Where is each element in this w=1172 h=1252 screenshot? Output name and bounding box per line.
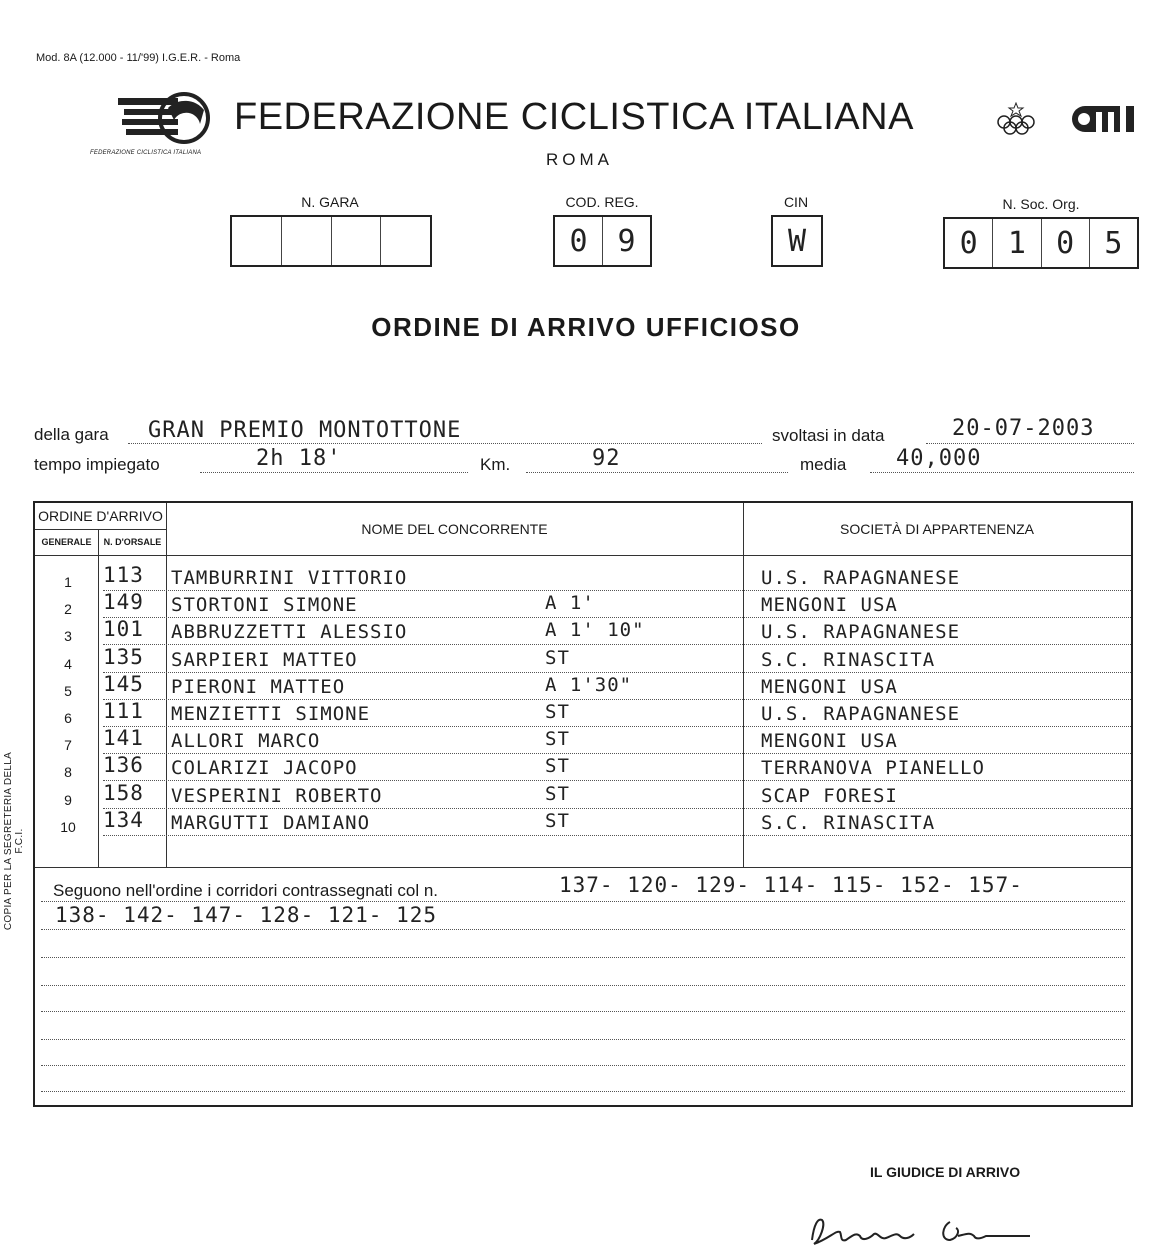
following-rule — [41, 929, 1125, 930]
olympic-rings-icon — [994, 102, 1038, 136]
row-bib: 136 — [103, 753, 144, 778]
row-team: TERRANOVA PIANELLO — [761, 757, 985, 780]
row-position: 6 — [64, 710, 72, 726]
row-gap: ST — [545, 809, 570, 832]
row-name: TAMBURRINI VITTORIO — [171, 567, 408, 589]
header-societa: SOCIETÀ DI APPARTENENZA — [840, 521, 1034, 537]
header-mid-rule — [35, 529, 166, 530]
row-gap: ST — [545, 646, 570, 669]
following-rule — [41, 985, 1125, 986]
row-gap: ST — [545, 728, 570, 751]
following-rule — [41, 957, 1125, 958]
row-bib: 111 — [103, 699, 144, 723]
following-rule — [41, 1065, 1125, 1066]
row-name: COLARIZI JACOPO — [171, 757, 358, 780]
following-line1: 137- 120- 129- 114- 115- 152- 157- — [559, 873, 1023, 897]
following-rule — [41, 1091, 1125, 1092]
row-position: 5 — [64, 682, 72, 699]
svoltasi-line — [926, 443, 1134, 444]
row-gap: A 1' — [545, 592, 595, 615]
table-row — [35, 590, 1131, 618]
n-soc-org-box — [943, 217, 1139, 269]
n-soc-org-digit: 0 — [945, 219, 993, 267]
header-nome: NOME DEL CONCORRENTE — [361, 521, 548, 537]
following-rule — [41, 1011, 1125, 1012]
table-row — [35, 808, 1131, 836]
km-line — [526, 472, 788, 473]
km-value: 92 — [592, 446, 621, 471]
document-title: ORDINE DI ARRIVO UFFICIOSO — [371, 312, 801, 342]
row-bib: 135 — [103, 644, 144, 669]
media-label: media — [800, 455, 847, 474]
header-bottom-rule — [35, 555, 1131, 556]
row-name: ABBRUZZETTI ALESSIO — [171, 621, 408, 644]
svoltasi-label: svoltasi in data — [772, 426, 885, 445]
row-gap: ST — [545, 782, 570, 805]
n-gara-digit — [232, 217, 282, 265]
row-position: 2 — [64, 601, 72, 618]
row-name: ALLORI MARCO — [171, 730, 321, 753]
row-team: S.C. RINASCITA — [761, 648, 936, 671]
row-bib: 134 — [103, 807, 144, 832]
row-position: 8 — [64, 764, 72, 781]
della-gara-label: della gara — [34, 425, 109, 444]
row-team: MENGONI USA — [761, 594, 898, 617]
model-line: Mod. 8A (12.000 - 11/'99) I.G.E.R. - Roma — [36, 52, 241, 64]
row-bib: 145 — [103, 671, 144, 696]
n-soc-org-digit: 5 — [1104, 225, 1123, 261]
tempo-label: tempo impiegato — [34, 455, 160, 474]
row-team: U.S. RAPAGNANESE — [761, 703, 961, 725]
header-dorsale: N. D'ORSALE — [103, 537, 162, 547]
km-label: Km. — [480, 455, 511, 474]
judge-signature — [800, 1210, 1040, 1252]
cin-digit: W — [787, 223, 807, 259]
following-label: Seguono nell'ordine i corridori contrassegnati col n. — [53, 881, 439, 900]
header-ordine: ORDINE D'ARRIVO — [38, 508, 163, 524]
row-team: MENGONI USA — [761, 675, 898, 698]
row-position: 4 — [64, 655, 72, 672]
row-name: MARGUTTI DAMIANO — [171, 811, 371, 834]
tempo-value: 2h 18' — [256, 446, 342, 471]
cod-reg-box — [553, 215, 652, 267]
table-row — [35, 781, 1131, 809]
cin-box — [771, 215, 823, 267]
header-generale: GENERALE — [41, 537, 92, 547]
row-gap: ST — [545, 701, 570, 723]
row-gap: A 1'30" — [545, 673, 633, 696]
n-soc-org-digit: 0 — [1042, 219, 1090, 267]
della-gara-line — [128, 443, 762, 444]
media-line — [870, 472, 1134, 473]
cod-reg-digit: 0 — [555, 217, 603, 265]
row-team: U.S. RAPAGNANESE — [761, 621, 961, 644]
n-gara-label: N. GARA — [301, 194, 359, 210]
following-line2: 138- 142- 147- 128- 121- 125 — [55, 903, 438, 927]
coni-logo — [1070, 104, 1136, 134]
table-row — [35, 699, 1131, 727]
svoltasi-value: 20-07-2003 — [952, 416, 1095, 441]
table-row — [35, 645, 1131, 673]
federation-subtitle: ROMA — [546, 150, 613, 169]
row-bib: 101 — [103, 617, 144, 642]
tempo-line — [200, 472, 468, 473]
row-team: U.S. RAPAGNANESE — [761, 567, 961, 589]
cod-reg-digit: 9 — [617, 223, 636, 259]
row-team: S.C. RINASCITA — [761, 811, 936, 834]
row-position: 10 — [60, 818, 76, 835]
table-body-bottom-rule — [35, 867, 1131, 868]
row-name: PIERONI MATTEO — [171, 675, 346, 698]
side-text: COPIA PER LA SEGRETERIA DELLA F.C.I. — [3, 751, 25, 931]
row-bib: 149 — [103, 590, 144, 615]
row-team: MENGONI USA — [761, 730, 898, 753]
table-row — [35, 726, 1131, 754]
logo-caption: FEDERAZIONE CICLISTICA ITALIANA — [90, 150, 202, 156]
n-gara-digit — [332, 217, 382, 265]
n-gara-digit — [282, 217, 332, 265]
table-row — [35, 617, 1131, 645]
row-position: 7 — [64, 737, 72, 754]
n-soc-org-label: N. Soc. Org. — [1002, 196, 1080, 212]
judge-label: IL GIUDICE DI ARRIVO — [870, 1164, 1021, 1180]
row-bib: 141 — [103, 726, 144, 751]
row-name: VESPERINI ROBERTO — [171, 784, 383, 807]
row-name: STORTONI SIMONE — [171, 594, 358, 617]
della-gara-value: GRAN PREMIO MONTOTTONE — [148, 418, 462, 443]
row-bib: 113 — [103, 563, 144, 587]
row-position: 9 — [64, 791, 72, 808]
row-bib: 158 — [103, 780, 144, 805]
media-value: 40,000 — [896, 446, 982, 471]
following-rule — [41, 901, 1125, 902]
row-team: SCAP FORESI — [761, 784, 898, 807]
row-rule — [103, 835, 1131, 836]
federation-title: FEDERAZIONE CICLISTICA ITALIANA — [234, 96, 914, 138]
table-row — [35, 563, 1131, 591]
row-gap: A 1' 10" — [545, 619, 645, 642]
row-gap: ST — [545, 755, 570, 778]
arrival-table — [33, 501, 1133, 1107]
following-rule — [41, 1039, 1125, 1040]
n-gara-box — [230, 215, 432, 267]
table-row — [35, 753, 1131, 781]
row-name: MENZIETTI SIMONE — [171, 703, 371, 725]
cin-label: CIN — [783, 194, 809, 210]
cod-reg-label: COD. REG. — [565, 194, 639, 210]
n-soc-org-digit: 1 — [993, 219, 1041, 267]
n-gara-digit — [381, 217, 430, 265]
row-position: 1 — [64, 574, 72, 590]
table-row — [35, 672, 1131, 700]
row-name: SARPIERI MATTEO — [171, 648, 358, 671]
row-position: 3 — [64, 628, 72, 645]
